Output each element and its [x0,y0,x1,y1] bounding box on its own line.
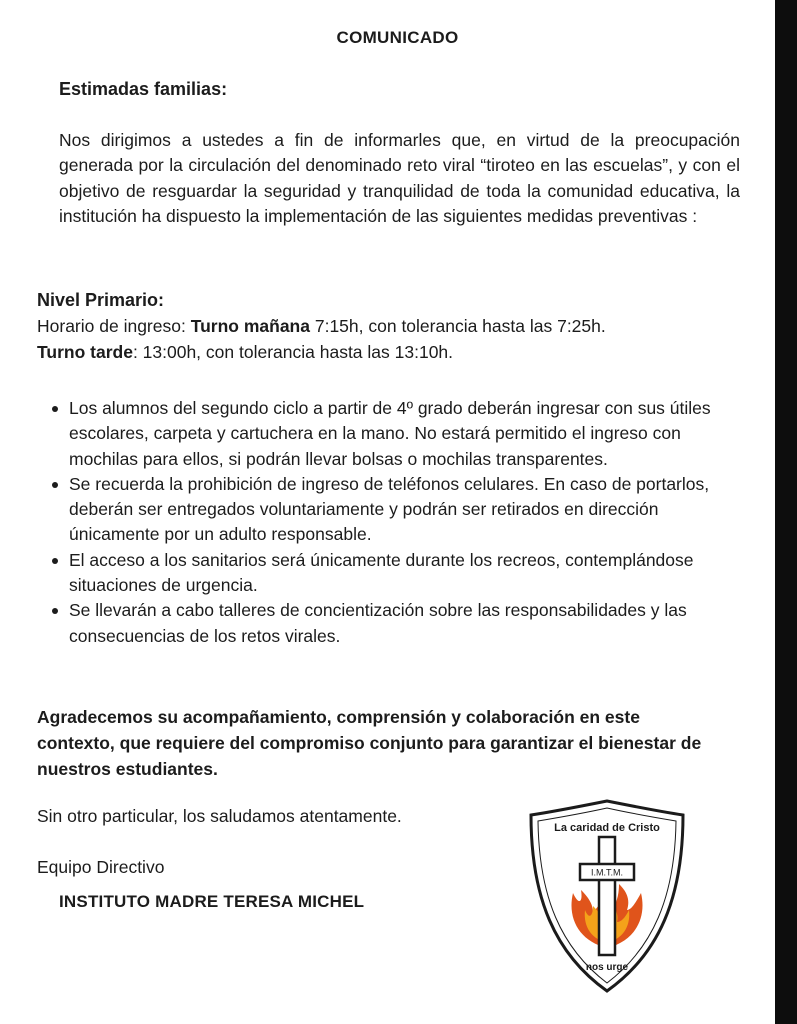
measures-list [37,396,727,649]
list-item: El acceso a los sanitarios será únicamente durante los recreos, contemplándose situaciones de urgencia. [37,548,727,599]
signature-team: Equipo Directivo [37,857,165,877]
farewell-text: Sin otro particular, los saludamos atentamente. [37,806,402,826]
schedule-morning-line [37,316,606,337]
viewer-edge-bar [775,0,797,1024]
morning-shift-text: 7:15h, con tolerancia hasta las 7:25h. [309,316,606,336]
closing-paragraph: Agradecemos su acompañamiento, comprensión y colaboración en este contexto, que requiere del compromiso conjunto para garantizar el bienestar de nuestros estudiantes. [37,707,702,779]
institution-name: INSTITUTO MADRE TERESA MICHEL [59,892,365,911]
greeting: Estimadas familias: [59,79,228,99]
list-item: Se recuerda la prohibición de ingreso de teléfonos celulares. En caso de portarlos, deberán ser entregados voluntariamente y podrán ser retirados en dirección únicamente por un adulto responsable. [37,472,727,548]
list-item: Los alumnos del segundo ciclo a partir de 4º grado deberán ingresar con sus útiles escolares, carpeta y cartuchera en la mano. No estará permitido el ingreso con mochilas para ellos, si podrán llevar bolsas o mochilas transparentes. [37,396,727,472]
afternoon-shift-label: Turno tarde [37,342,133,362]
schedule-label: Horario de ingreso: [37,316,191,336]
morning-shift-label: Turno mañana [190,316,310,336]
list-item: Se llevarán a cabo talleres de concientización sobre las responsabilidades y las consecuencias de los retos virales. [37,598,727,649]
intro-paragraph: Nos dirigimos a ustedes a fin de informarles que, en virtud de la preocupación generada por la circulación del denominado reto viral “tiroteo en las escuelas”, y con el objetivo de resguardar la seguridad y tranquilidad de toda la comunidad educativa, la institución ha dispuesto la implementación de las siguientes medidas preventivas : [59,130,740,226]
crest-motto-top: La caridad de Cristo [554,822,660,834]
section-title-primary: Nivel Primario: [37,290,165,310]
crest-motto-bottom: nos urge [585,962,629,973]
shield-cross-flame-icon [527,798,687,994]
afternoon-shift-text: : 13:00h, con tolerancia hasta las 13:10h. [132,342,454,362]
document-title: COMUNICADO [336,28,459,47]
crest-cross-label: I.M.T.M. [591,867,623,878]
schedule-afternoon-line [37,342,453,363]
